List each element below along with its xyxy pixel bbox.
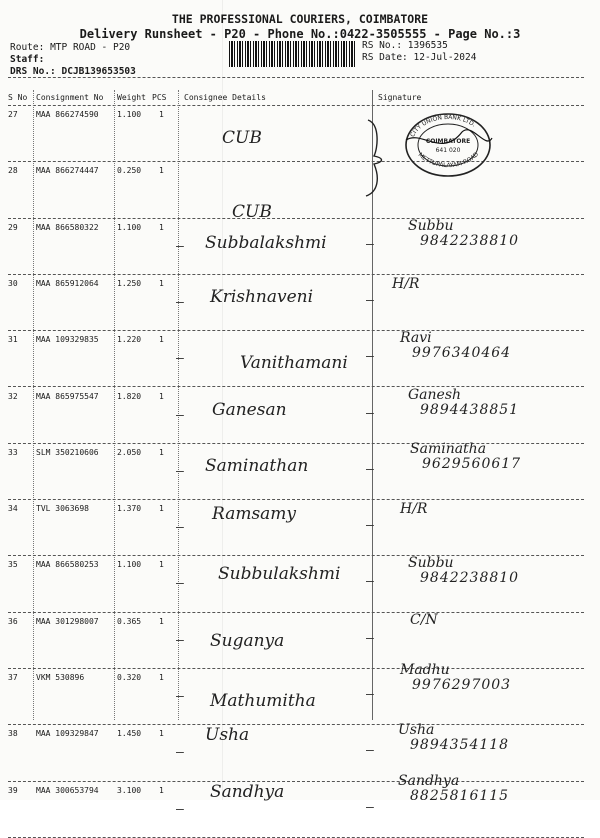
tick-mark: – (176, 689, 184, 704)
tick-mark: – (176, 576, 184, 592)
row-consignment-no: MAA 109329847 (36, 729, 99, 739)
row-sno: 35 (8, 560, 18, 570)
signature-text: H/R (400, 501, 428, 518)
consignee-name-handwritten: Sandhya (210, 781, 285, 802)
tick-mark: – (366, 574, 374, 590)
consignee-name-handwritten: Ganesan (212, 399, 287, 420)
consignee-name-handwritten: Subbulakshmi (218, 564, 341, 585)
drs-line (10, 66, 136, 77)
tick-mark: – (366, 349, 374, 365)
row-weight: 1.220 (117, 335, 142, 345)
row-weight: 0.320 (117, 673, 142, 682)
table-row (0, 275, 600, 331)
row-consignment-no: MAA 865912064 (36, 278, 99, 288)
consignee-name-handwritten: Vanithamani (240, 353, 348, 374)
consignee-name-handwritten: CUB (232, 202, 272, 223)
row-weight: 1.100 (117, 110, 142, 119)
route-value: MTP ROAD - P20 (50, 42, 131, 53)
signature-text: Usha (398, 722, 435, 739)
row-pcs: 1 (159, 785, 164, 795)
recipient-signature (400, 331, 511, 361)
row-consignment-no: MAA 109329835 (36, 335, 99, 345)
table-row (0, 662, 600, 725)
row-pcs: 1 (159, 447, 164, 457)
drs-label: DRS No.: (10, 66, 56, 77)
tick-mark: – (176, 407, 184, 423)
consignee-name-handwritten: Mathumitha (210, 691, 316, 711)
column-header-pcs: PCS (152, 93, 167, 102)
signature-text: C/N (410, 611, 438, 628)
row-weight: 2.050 (117, 447, 142, 457)
brace-mark (360, 118, 390, 198)
row-consignment-no: VKM 530896 (36, 673, 85, 682)
stamp-pin: 641 020 (435, 147, 461, 154)
row-sno: 30 (8, 278, 18, 288)
table-row (0, 440, 600, 500)
tick-mark: – (366, 518, 374, 534)
staff-label: Staff: (10, 54, 45, 65)
row-weight: 1.370 (117, 504, 142, 514)
row-consignment-no: SLM 350210606 (36, 447, 99, 457)
recipient-signature (408, 219, 519, 249)
row-consignment-no: MAA 866274447 (36, 166, 99, 176)
row-sno: 38 (8, 729, 18, 739)
tick-mark: – (176, 632, 184, 648)
row-weight: 1.100 (117, 560, 142, 570)
signature-text: H/R (392, 275, 420, 292)
signature-phone: 9976340464 (412, 345, 512, 362)
table-row (0, 106, 600, 162)
recipient-signature (392, 277, 419, 292)
column-header-signature: Signature (378, 93, 422, 102)
column-header-weight: Weight (117, 93, 146, 102)
route-line (10, 42, 130, 53)
row-sno: 27 (8, 110, 18, 119)
row-sno: 34 (8, 504, 18, 514)
tick-mark: – (176, 238, 184, 254)
stamp-top-text: CITY UNION BANK LTD. (409, 113, 477, 139)
tick-mark: – (366, 236, 374, 252)
table-row (0, 388, 600, 444)
column-header-consignment: Consignment No (36, 93, 104, 102)
column-header-details: Consignee Details (184, 93, 266, 102)
stamp-bottom-text: METTUPALAYAM ROAD (416, 150, 481, 170)
signature-phone: 9894438851 (420, 401, 520, 418)
row-weight: 1.250 (117, 278, 142, 288)
signature-phone: 9842238810 (420, 232, 520, 249)
consignee-name-handwritten: Usha (205, 725, 250, 746)
recipient-signature (410, 613, 438, 628)
runsheet-subtitle: Delivery Runsheet - P20 - Phone No.:0422-3505555 - Page No.:3 (79, 27, 521, 41)
row-weight: 1.450 (117, 729, 142, 739)
row-pcs: 1 (159, 335, 164, 345)
row-pcs: 1 (159, 278, 164, 288)
row-pcs: 1 (159, 166, 164, 176)
tick-mark: – (176, 745, 184, 761)
signature-phone: 9842238810 (420, 570, 520, 587)
recipient-signature (400, 663, 511, 693)
row-consignment-no: MAA 866580253 (36, 560, 99, 570)
row-consignment-no: MAA 300653794 (36, 785, 99, 795)
row-weight: 3.100 (117, 785, 142, 795)
tick-mark: – (176, 801, 184, 817)
row-pcs: 1 (159, 729, 164, 739)
table-row (0, 162, 600, 223)
recipient-signature (410, 442, 521, 472)
row-pcs: 1 (159, 504, 164, 514)
table-row (0, 500, 600, 556)
table-row (0, 331, 600, 387)
row-weight: 1.820 (117, 391, 142, 401)
consignee-name-handwritten: Ramsamy (212, 504, 297, 525)
tick-mark: – (176, 294, 184, 310)
recipient-signature (408, 388, 519, 418)
consignee-name-handwritten: CUB (222, 128, 262, 148)
tick-mark: – (176, 520, 184, 536)
tick-mark: – (366, 461, 374, 477)
signature-phone: 8825816115 (410, 787, 510, 804)
row-pcs: 1 (159, 222, 164, 232)
rs-date-line (362, 52, 476, 63)
tick-mark: – (366, 630, 374, 646)
tick-mark: – (366, 799, 374, 815)
signature-text: Madhu (400, 662, 450, 678)
row-sno: 39 (8, 785, 18, 795)
row-sno: 28 (8, 166, 18, 176)
row-sno: 32 (8, 391, 18, 401)
tick-mark: – (176, 463, 184, 479)
table-row (0, 722, 600, 781)
recipient-signature (398, 723, 509, 753)
row-weight: 0.250 (117, 166, 142, 176)
row-weight: 0.365 (117, 616, 142, 626)
rs-no-value: 1396535 (407, 40, 448, 51)
drs-value: DCJB139653503 (61, 66, 136, 77)
tick-mark: – (366, 405, 374, 421)
consignee-name-handwritten: Saminathan (205, 455, 309, 476)
signature-text: Subbu (408, 217, 454, 234)
row-sno: 29 (8, 222, 18, 232)
row-sno: 37 (8, 673, 18, 682)
rs-no-label: RS No.: (362, 40, 403, 51)
route-label: Route: (10, 42, 45, 53)
row-pcs: 1 (159, 673, 164, 682)
tick-mark: – (366, 687, 374, 702)
signature-text: Sandhya (398, 772, 460, 789)
recipient-signature (400, 502, 427, 517)
recipient-signature (408, 556, 519, 586)
bank-stamp (402, 110, 494, 180)
consignee-name-handwritten: Krishnaveni (210, 286, 314, 307)
tick-mark: – (366, 292, 374, 308)
row-sno: 33 (8, 447, 18, 457)
rs-no-line (362, 40, 448, 51)
row-pcs: 1 (159, 110, 164, 119)
row-pcs: 1 (159, 391, 164, 401)
consignee-name-handwritten: Subbalakshmi (205, 232, 327, 253)
rs-date-value: 12-Jul-2024 (413, 52, 477, 63)
row-pcs: 1 (159, 560, 164, 570)
table-row (0, 556, 600, 612)
tick-mark: – (176, 351, 184, 367)
signature-text: Subbu (408, 555, 454, 572)
company-title: THE PROFESSIONAL COURIERS, COIMBATORE (171, 12, 429, 26)
row-sno: 31 (8, 335, 18, 345)
rs-date-label: RS Date: (362, 52, 408, 63)
stamp-city: COIMBATORE (425, 138, 471, 145)
column-header-sno: S No (8, 93, 28, 102)
row-consignment-no: MAA 866580322 (36, 222, 99, 232)
table-row (0, 772, 600, 838)
barcode (229, 41, 355, 67)
consignee-name-handwritten: Suganya (210, 630, 285, 651)
row-weight: 1.100 (117, 222, 142, 232)
row-pcs: 1 (159, 616, 164, 626)
signature-text: Ganesh (408, 386, 462, 403)
recipient-signature (398, 774, 509, 804)
signature-phone: 9894354118 (410, 737, 510, 754)
row-consignment-no: MAA 865975547 (36, 391, 99, 401)
staff-line (10, 54, 44, 65)
row-consignment-no: MAA 866274590 (36, 110, 99, 119)
signature-phone: 9976297003 (412, 677, 512, 693)
header-divider-top (8, 77, 584, 78)
signature-text: Ravi (400, 330, 432, 347)
row-consignment-no: MAA 301298007 (36, 616, 99, 626)
signature-phone: 9629560617 (422, 455, 522, 472)
table-row (0, 219, 600, 275)
row-consignment-no: TVL 3063698 (36, 504, 89, 514)
signature-text: Saminatha (410, 440, 487, 457)
tick-mark: – (366, 743, 374, 759)
table-row (0, 613, 600, 669)
row-sno: 36 (8, 616, 18, 626)
